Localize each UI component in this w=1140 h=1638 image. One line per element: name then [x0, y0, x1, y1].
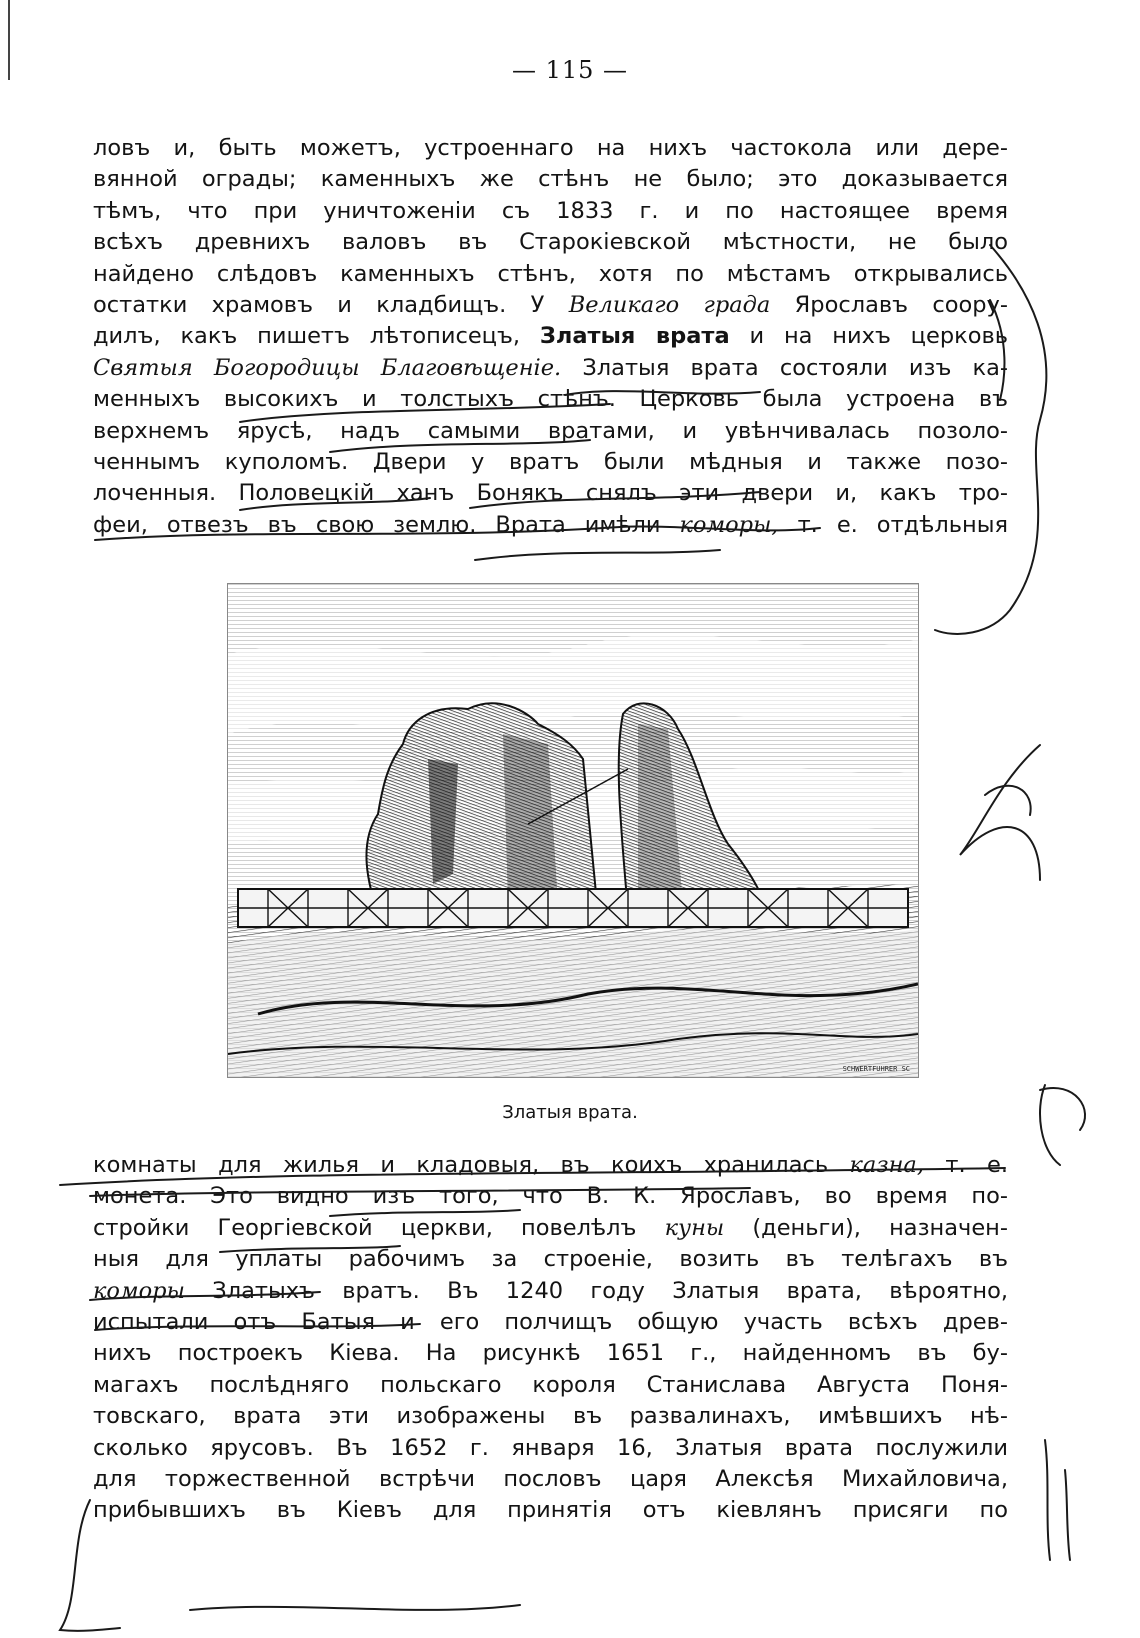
text-segment: остатки храмовъ и кладбищъ. У [93, 291, 569, 318]
text-segment: куны [664, 1214, 725, 1241]
text-line [93, 447, 1008, 478]
engraving-image [228, 584, 918, 1077]
text-line [93, 1213, 1008, 1244]
text-segment: монета. Это видно изъ того, что В. К. Ярославъ, во время по- [93, 1183, 1008, 1210]
text-segment: коморы [93, 1277, 185, 1304]
text-segment: комнаты для жилья и кладовыя, въ коихъ хранилась [93, 1152, 850, 1178]
text-line [93, 1401, 1008, 1432]
text-line [93, 384, 1008, 415]
text-segment: тѣмъ, что при уничтоженіи съ 1833 г. и по настоящее время [93, 197, 1008, 224]
text-segment: всѣхъ древнихъ валовъ въ Старокіевской мѣстности, не было [93, 229, 1008, 256]
text-segment: т. е. [924, 1152, 1008, 1178]
text-line [93, 1150, 1008, 1181]
text-line [93, 259, 1008, 290]
text-segment: испытали отъ Батыя и его полчищъ общую участь всѣхъ древ- [93, 1308, 1008, 1335]
text-segment: вянной ограды; каменныхъ же стѣнъ не было; это доказывается [93, 166, 1008, 193]
text-line [93, 1181, 1008, 1212]
engraver-signature: SCHWERTFUHRER SC [842, 1065, 910, 1073]
text-segment: и на нихъ церковь [729, 323, 1008, 350]
text-segment: прибывшихъ въ Кіевъ для принятія отъ кіевлянъ присяги по [93, 1497, 1008, 1524]
text-segment: сколько ярусовъ. Въ 1652 г. января 16, Златыя врата послужили [93, 1434, 1008, 1461]
body-text-top [93, 133, 1008, 541]
text-segment: товскаго, врата эти изображены въ развалинахъ, имѣвшихъ нѣ- [93, 1403, 1008, 1430]
text-line [93, 1338, 1008, 1369]
text-line [93, 321, 1008, 352]
text-segment: коморы, [679, 511, 779, 538]
text-segment: дилъ, какъ пишетъ лѣтописецъ, [93, 323, 540, 350]
illustration-caption: Златыя врата. [502, 1102, 638, 1123]
text-segment: найдено слѣдовъ каменныхъ стѣнъ, хотя по мѣстамъ открывались [93, 260, 1008, 287]
body-text-bottom [93, 1150, 1008, 1527]
text-segment: стройки Георгіевской церкви, повелѣлъ [93, 1214, 665, 1241]
text-segment: Святыя Богородицы Благовѣщеніе. [93, 354, 562, 381]
text-line [93, 227, 1008, 258]
text-segment: ныя для уплаты рабочимъ за строеніе, возить въ телѣгахъ въ [93, 1246, 1008, 1273]
text-segment: нихъ построекъ Кіева. На рисункѣ 1651 г., найденномъ въ бу- [93, 1340, 1008, 1367]
text-line [93, 1495, 1008, 1526]
text-line [93, 290, 1008, 321]
text-line [93, 1464, 1008, 1495]
text-line [93, 353, 1008, 384]
text-segment: феи, отвезъ въ свою землю. Врата имѣли [93, 511, 680, 538]
text-segment: верхнемъ ярусѣ, надъ самыми вратами, и увѣнчивалась позоло- [93, 417, 1008, 444]
text-line [93, 133, 1008, 164]
text-line [93, 1433, 1008, 1464]
margin-bracket-mark [1045, 1440, 1050, 1560]
text-segment: т. е. отдѣльныя [778, 511, 1008, 538]
margin-bracket-mark [1065, 1470, 1070, 1560]
text-line [93, 164, 1008, 195]
text-line [93, 1244, 1008, 1275]
text-segment: для торжественной встрѣчи пословъ царя Алексѣя Михайловича, [93, 1465, 1008, 1492]
illustration-golden-gate [227, 583, 919, 1078]
page-number: — 115 — [511, 56, 629, 84]
text-segment: менныхъ высокихъ и толстыхъ стѣнъ. Церковь была устроена въ [93, 386, 1008, 413]
underline-mark [190, 1605, 520, 1610]
text-line [93, 1307, 1008, 1338]
text-segment: лоченныя. Половецкій ханъ Бонякъ снялъ эти двери и, какъ тро- [93, 480, 1008, 507]
text-segment: ловъ и, быть можетъ, устроеннаго на нихъ частокола или дере- [93, 135, 1008, 161]
margin-bracket-mark [1040, 1085, 1060, 1165]
text-line [93, 196, 1008, 227]
text-segment: Златыхъ вратъ. Въ 1240 году Златыя врата, вѣроятно, [184, 1277, 1008, 1304]
text-segment: магахъ послѣдняго польскаго короля Станислава Августа Поня- [93, 1371, 1008, 1398]
text-segment: Златыя врата [539, 323, 730, 350]
margin-letter-mark [960, 745, 1040, 880]
text-line [93, 1370, 1008, 1401]
text-segment: Ярославъ соору- [770, 291, 1008, 318]
text-segment: казна, [849, 1152, 924, 1178]
text-line [93, 510, 1008, 541]
text-line [93, 1276, 1008, 1307]
text-line [93, 416, 1008, 447]
margin-letter-mark [985, 786, 1031, 815]
text-line [93, 478, 1008, 509]
text-segment: ченнымъ куполомъ. Двери у вратъ были мѣдныя и также позо- [93, 448, 1008, 475]
text-segment: (деньги), назначен- [724, 1214, 1008, 1241]
underline-mark [475, 550, 720, 560]
text-segment: Великаго града [568, 291, 771, 318]
text-segment: Златыя врата состояли изъ ка- [561, 354, 1008, 381]
